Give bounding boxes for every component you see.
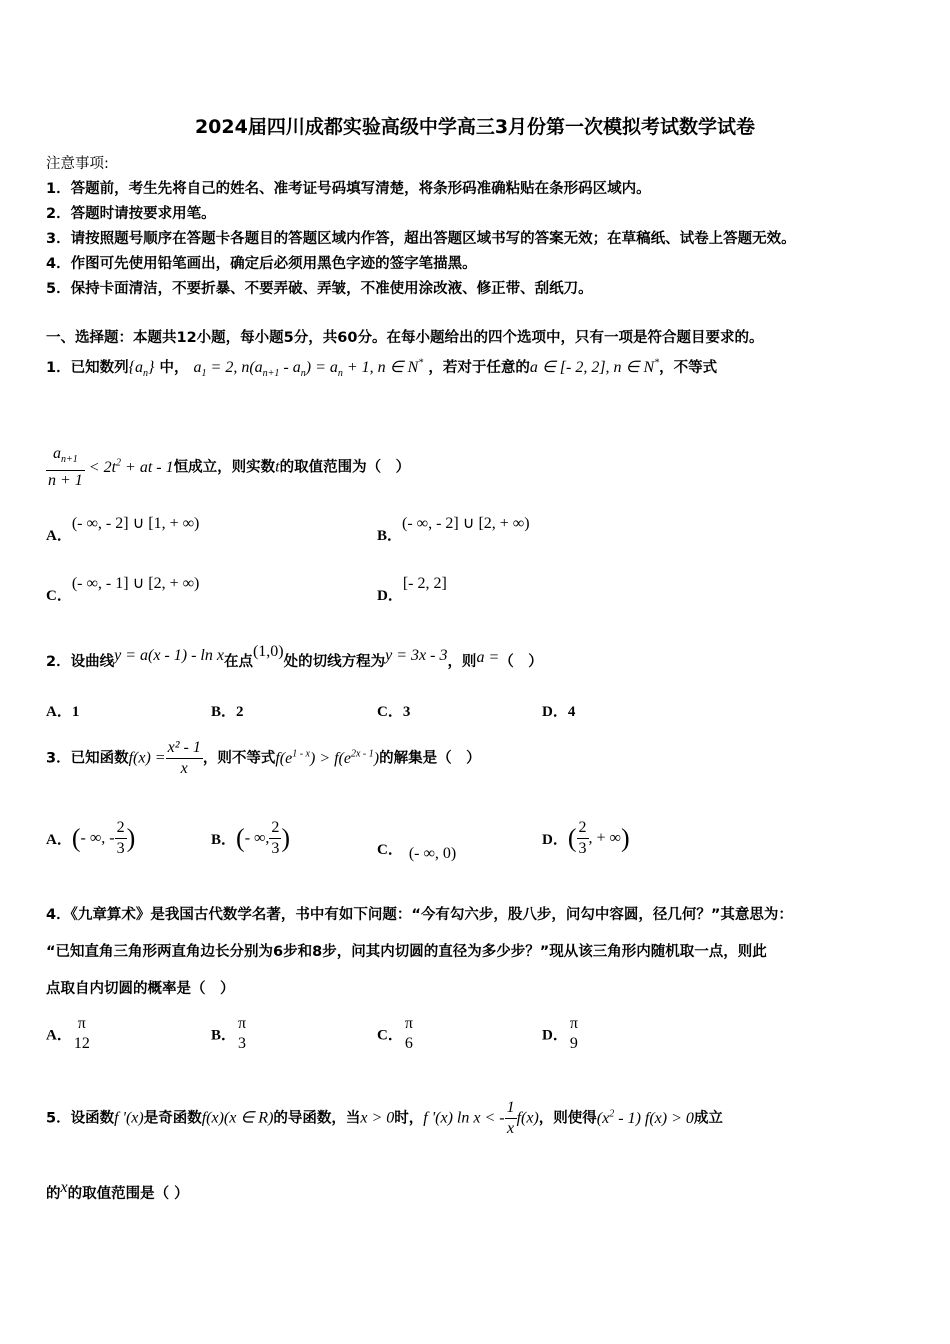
q3-function: f(x) = <box>128 749 166 767</box>
q1-inequality-line <box>46 444 410 491</box>
q5-fprime: f '(x) <box>114 1109 144 1127</box>
q5-condition: x > 0 <box>360 1109 395 1127</box>
q1-option-a: A．(- ∞, - 2] ∪ [1, + ∞) <box>46 515 200 544</box>
q1-var: t <box>275 458 280 476</box>
note-item: 2．答题时请按要求用笔。 <box>46 206 216 222</box>
note-item: 3．请按照题号顺序在答题卡各题目的答题区域内作答，超出答题区域书写的答案无效；在草稿纸、试卷上答题无效。 <box>46 231 796 247</box>
q4-option-c: C． π 6 <box>377 1015 413 1052</box>
q2-point: (1,0) <box>252 643 284 660</box>
q4-option-a: A． π 12 <box>46 1015 90 1052</box>
note-item: 1．答题前，考生先将自己的姓名、准考证号码填写清楚，将条形码准确粘贴在条形码区域内。 <box>46 181 651 197</box>
q1-option-b: B．(- ∞, - 2] ∪ [2, + ∞) <box>377 515 530 544</box>
page-title: 2024届四川成都实验高级中学高三3月份第一次模拟考试数学试卷 <box>194 116 756 138</box>
q1-seq: $\{a_n\}$ <box>128 359 155 380</box>
question-3: 3．已知函数f(x) = $\frac{\text{x² - 1}}{x}$ ，则不等式$f(e^{1 - x}) > f(e^{2x - 1})$的解集是（ ） <box>46 739 481 777</box>
q1-text: 恒成立，则实数 <box>173 459 276 476</box>
q1-condition: $a_1 = 2$, $n(a_{n+1} - a_n) = a_n + 1$, n ∈ N* <box>193 357 424 380</box>
q5-fraction: $\frac{1}{x}$ <box>506 1099 515 1137</box>
q1-option-c: C．(- ∞, - 1] ∪ [2, + ∞) <box>46 575 200 604</box>
q2-option-d: D．4 <box>542 704 576 720</box>
q3-fraction: $\frac{\text{x² - 1}}{x}$ <box>167 739 201 777</box>
q1-text: 1．已知数列 <box>46 360 129 376</box>
q2-tangent: y = 3x - 3 <box>385 647 448 664</box>
q1-text: 中， <box>159 360 189 376</box>
q1-text: 的取值范围为（ ） <box>279 459 411 476</box>
q3-option-d: D．( $\frac{2}{3}$ , + ∞) <box>542 819 630 857</box>
question-5: 5．设函数f '(x)是奇函数f(x)(x ∈ R)的导函数，当x > 0时，f '(x) ln x < - $\frac{1}{x}$ f(x)，则使得$(x^2 - 1) f(x) > 0$成立 <box>46 1099 723 1137</box>
q2-curve: y = a(x - 1) - ln x <box>114 647 224 664</box>
q2-option-c: C．3 <box>377 704 411 720</box>
question-4-line: 4．《九章算术》是我国古代数学名著，书中有如下问题：“今有勾六步，股八步，问勾中容圆，径几何？”其意思为： <box>46 907 793 923</box>
q2-a: a = <box>476 649 500 666</box>
q1-inequality: < $2t^2$ + at - 1 <box>84 457 174 476</box>
q3-option-c: C． (- ∞, 0) <box>377 842 457 862</box>
q3-option-b: B．(- ∞, $\frac{2}{3}$ ) <box>211 819 291 857</box>
q4-option-b: B． π 3 <box>211 1015 247 1052</box>
q2-option-b: B．2 <box>211 704 244 720</box>
q5-fx: f(x)(x ∈ R) <box>201 1109 274 1127</box>
question-4-line: 点取自内切圆的概率是（ ） <box>46 981 235 997</box>
q5-inequality: f '(x) ln x < - <box>423 1109 505 1127</box>
q1-text: ，若对于任意的 <box>428 360 530 376</box>
question-2: 2．设曲线y = a(x - 1) - ln x在点(1,0)处的切线方程为y = 3x - 3，则a =（ ） <box>46 643 543 670</box>
q4-option-d: D． π 9 <box>542 1015 578 1052</box>
notes-heading: 注意事项: <box>46 156 109 172</box>
q1-text: ，不等式 <box>659 360 718 376</box>
question-4-line: “已知直角三角形两直角边长分别为6步和8步，问其内切圆的直径为多少步？”现从该三角形内随机取一点，则此 <box>46 944 767 960</box>
q1-fraction: $\frac{a_{n+1}}{n + 1}$ <box>48 445 83 490</box>
question-1 <box>46 356 717 379</box>
note-item: 5．保持卡面清洁，不要折暴、不要弄破、弄皱，不准使用涂改液、修正带、刮纸刀。 <box>46 281 593 297</box>
q3-option-a: A．(- ∞, - $\frac{2}{3}$ ) <box>46 819 136 857</box>
section-heading: 一、选择题：本题共12小题，每小题5分，共60分。在每小题给出的四个选项中，只有一项是符合题目要求的。 <box>46 330 764 346</box>
note-item: 4．作图可先使用铅笔画出，确定后必须用黑色字迹的签字笔描黑。 <box>46 256 477 272</box>
q1-option-d: D．[- 2, 2] <box>377 575 447 604</box>
q1-range: a ∈ [- 2, 2], n ∈ N* <box>529 357 660 376</box>
q2-option-a: A．1 <box>46 704 80 720</box>
q3-inequality: $f(e^{1 - x}) > f(e^{2x - 1})$ <box>275 748 380 767</box>
q5-inequality-2: $(x^2 - 1) f(x) > 0$ <box>596 1108 694 1127</box>
question-5-line2: 的x的取值范围是（ ） <box>46 1179 189 1202</box>
